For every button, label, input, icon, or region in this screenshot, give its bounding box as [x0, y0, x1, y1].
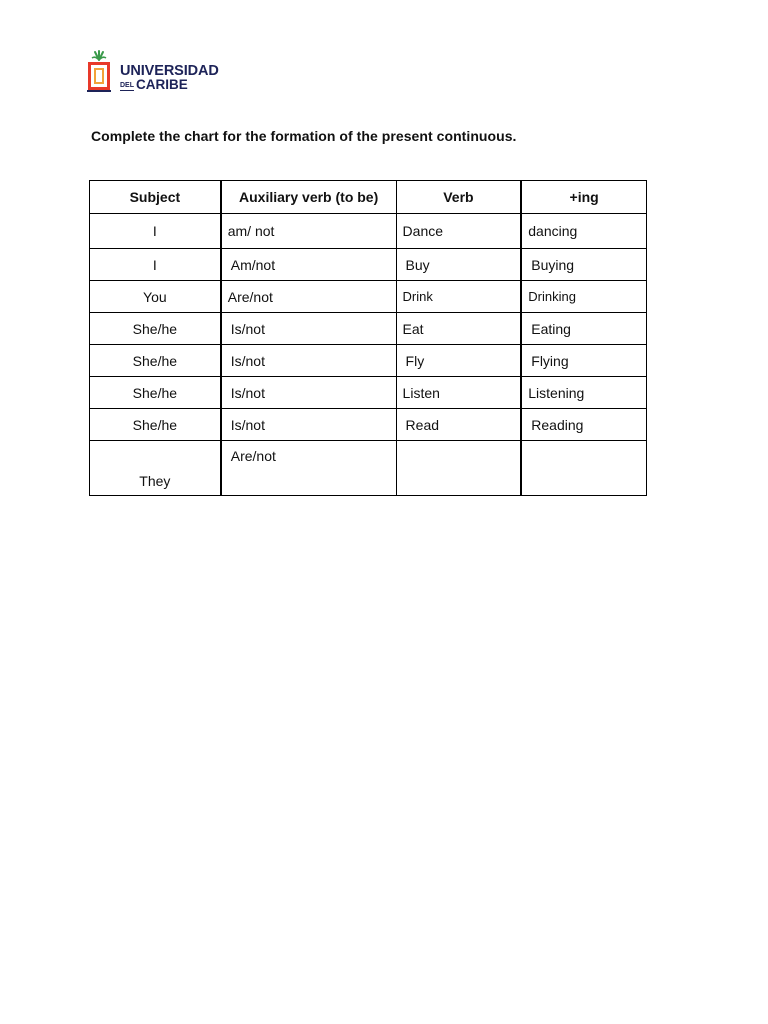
cell-verb-empty[interactable] — [396, 441, 521, 496]
cell-verb: Drink — [396, 281, 521, 313]
cell-ing: Listening — [521, 377, 646, 409]
cell-verb: Eat — [396, 313, 521, 345]
cell-subject: She/he — [90, 313, 221, 345]
cell-ing: Flying — [521, 345, 646, 377]
cell-auxiliary: Is/not — [221, 313, 396, 345]
present-continuous-table — [89, 180, 647, 496]
cell-subject: They — [90, 441, 221, 496]
cell-verb: Listen — [396, 377, 521, 409]
header-verb: Verb — [396, 181, 521, 214]
cell-auxiliary: am/ not — [221, 214, 396, 249]
cell-auxiliary: Is/not — [221, 377, 396, 409]
cell-auxiliary: Are/not — [221, 281, 396, 313]
logo-text-del: DEL — [120, 81, 134, 89]
cell-ing: dancing — [521, 214, 646, 249]
table-row — [90, 345, 647, 377]
logo-text-line2: CARIBE — [136, 77, 188, 92]
cell-auxiliary: Is/not — [221, 409, 396, 441]
university-logo — [86, 50, 226, 96]
table-header-row — [90, 181, 647, 214]
table-row — [90, 377, 647, 409]
cell-auxiliary: Is/not — [221, 345, 396, 377]
cell-subject: I — [90, 249, 221, 281]
table-row — [90, 313, 647, 345]
cell-ing-empty[interactable] — [521, 441, 646, 496]
header-auxiliary-verb: Auxiliary verb (to be) — [221, 181, 396, 214]
cell-verb: Read — [396, 409, 521, 441]
cell-verb: Dance — [396, 214, 521, 249]
cell-subject: She/he — [90, 377, 221, 409]
cell-subject: I — [90, 214, 221, 249]
cell-subject: You — [90, 281, 221, 313]
cell-subject: She/he — [90, 409, 221, 441]
cell-auxiliary: Are/not — [221, 441, 396, 496]
cell-ing: Reading — [521, 409, 646, 441]
logo-emblem-icon — [86, 50, 116, 96]
instruction-text: Complete the chart for the formation of the present continuous. — [91, 128, 517, 144]
table-row — [90, 281, 647, 313]
cell-verb: Fly — [396, 345, 521, 377]
cell-ing: Drinking — [521, 281, 646, 313]
cell-ing: Buying — [521, 249, 646, 281]
table-row — [90, 214, 647, 249]
cell-auxiliary: Am/not — [221, 249, 396, 281]
cell-subject: She/he — [90, 345, 221, 377]
header-subject: Subject — [90, 181, 221, 214]
table-row — [90, 249, 647, 281]
cell-verb: Buy — [396, 249, 521, 281]
table-row — [90, 441, 647, 496]
header-ing: +ing — [521, 181, 646, 214]
table-row — [90, 409, 647, 441]
cell-ing: Eating — [521, 313, 646, 345]
logo-text-line1: UNIVERSIDAD — [120, 63, 219, 79]
